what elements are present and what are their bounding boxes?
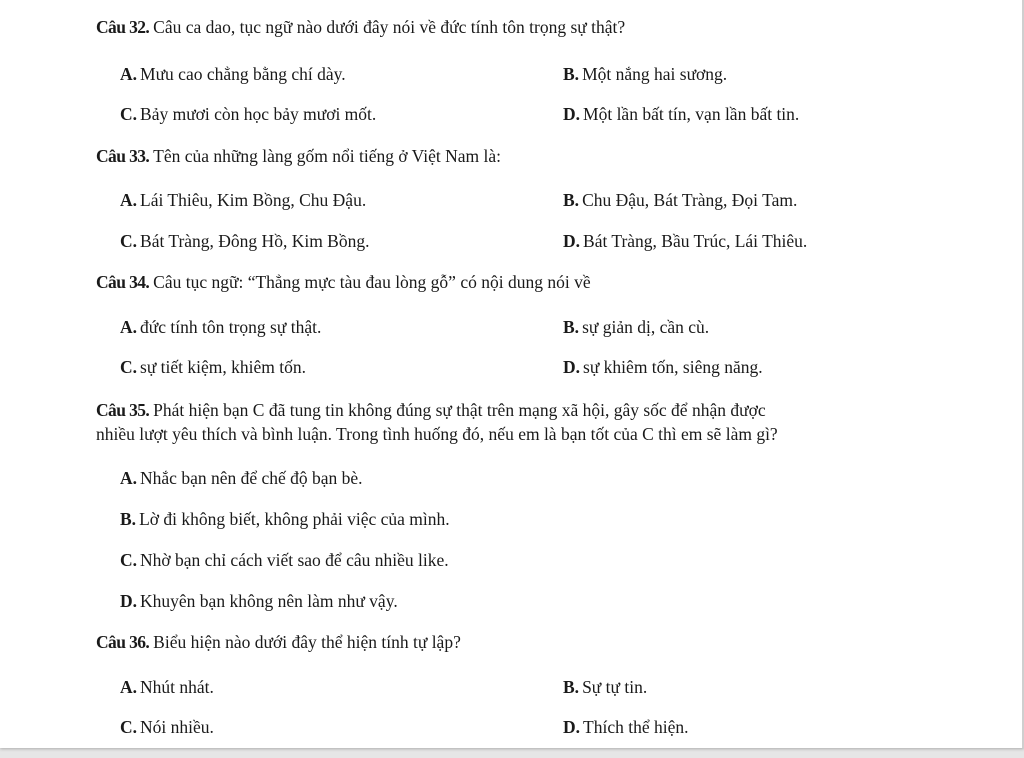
option-text: Nhờ bạn chỉ cách viết sao để câu nhiều like. — [140, 550, 449, 570]
option-label: C. — [120, 357, 138, 377]
option-35-a — [120, 468, 363, 488]
option-36-c — [120, 717, 214, 737]
question-text: Biểu hiện nào dưới đây thể hiện tính tự lập? — [153, 632, 461, 652]
option-text: Bát Tràng, Bầu Trúc, Lái Thiêu. — [583, 231, 808, 251]
question-number: Câu 33. — [96, 146, 150, 166]
question-text: Tên của những làng gốm nổi tiếng ở Việt Nam là: — [153, 146, 502, 166]
option-label: D. — [563, 231, 581, 251]
option-33-a — [120, 190, 366, 210]
option-34-c — [120, 357, 306, 377]
option-33-d — [563, 231, 807, 251]
option-label: D. — [563, 104, 581, 124]
question-number: Câu 32. — [96, 17, 150, 37]
option-label: A. — [120, 190, 138, 210]
option-label: B. — [563, 677, 580, 697]
option-text: Bảy mươi còn học bảy mươi mốt. — [140, 104, 377, 124]
option-36-b — [563, 677, 647, 697]
question-35-line-1 — [96, 400, 766, 420]
question-number: Câu 34. — [96, 272, 150, 292]
option-label: A. — [120, 468, 138, 488]
option-35-d — [120, 591, 398, 611]
option-label: C. — [120, 231, 138, 251]
question-32 — [96, 17, 625, 37]
option-32-a — [120, 64, 346, 84]
option-label: A. — [120, 64, 138, 84]
option-label: C. — [120, 104, 138, 124]
option-text: đức tính tôn trọng sự thật. — [140, 317, 322, 337]
option-36-a — [120, 677, 214, 697]
option-text: Khuyên bạn không nên làm như vậy. — [140, 591, 398, 611]
option-35-b — [120, 509, 450, 529]
question-33 — [96, 146, 501, 166]
option-text: sự khiêm tốn, siêng năng. — [583, 357, 763, 377]
option-label: B. — [120, 509, 137, 529]
option-32-d — [563, 104, 799, 124]
option-text: Bát Tràng, Đông Hồ, Kim Bồng. — [140, 231, 370, 251]
option-label: D. — [563, 717, 581, 737]
option-text: sự tiết kiệm, khiêm tốn. — [140, 357, 307, 377]
option-text: Lờ đi không biết, không phải việc của mình. — [139, 509, 450, 529]
option-label: A. — [120, 677, 138, 697]
option-36-d — [563, 717, 688, 737]
option-34-b — [563, 317, 709, 337]
question-text: nhiều lượt yêu thích và bình luận. Trong tình huống đó, nếu em là bạn tốt của C thì em sẽ làm gì? — [96, 424, 778, 444]
question-text: Câu ca dao, tục ngữ nào dưới đây nói về đức tính tôn trọng sự thật? — [153, 17, 626, 37]
option-text: Sự tự tin. — [582, 677, 648, 697]
question-text: Phát hiện bạn C đã tung tin không đúng sự thật trên mạng xã hội, gây sốc để nhận được — [153, 400, 766, 420]
option-35-c — [120, 550, 449, 570]
option-label: D. — [563, 357, 581, 377]
option-text: Nhắc bạn nên để chế độ bạn bè. — [140, 468, 363, 488]
question-text: Câu tục ngữ: “Thẳng mực tàu đau lòng gỗ” có nội dung nói về — [153, 272, 591, 292]
question-number: Câu 35. — [96, 400, 150, 420]
option-label: B. — [563, 317, 580, 337]
option-text: Một nắng hai sương. — [582, 64, 728, 84]
option-label: C. — [120, 717, 138, 737]
option-label: C. — [120, 550, 138, 570]
option-33-b — [563, 190, 797, 210]
option-text: Chu Đậu, Bát Tràng, Đọi Tam. — [582, 190, 798, 210]
option-label: A. — [120, 317, 138, 337]
option-text: Mưu cao chẳng bằng chí dày. — [140, 64, 346, 84]
option-34-d — [563, 357, 763, 377]
question-34 — [96, 272, 591, 292]
option-33-c — [120, 231, 369, 251]
option-32-c — [120, 104, 376, 124]
option-label: D. — [120, 591, 138, 611]
option-text: sự giản dị, cần cù. — [582, 317, 710, 337]
option-label: B. — [563, 64, 580, 84]
question-35-line-2 — [96, 424, 778, 444]
option-text: Nhút nhát. — [140, 677, 214, 697]
option-text: Nói nhiều. — [140, 717, 214, 737]
question-number: Câu 36. — [96, 632, 150, 652]
option-text: Lái Thiêu, Kim Bồng, Chu Đậu. — [140, 190, 367, 210]
option-text: Một lần bất tín, vạn lần bất tin. — [583, 104, 800, 124]
option-text: Thích thể hiện. — [583, 717, 689, 737]
option-label: B. — [563, 190, 580, 210]
question-36 — [96, 632, 461, 652]
option-32-b — [563, 64, 727, 84]
option-34-a — [120, 317, 321, 337]
